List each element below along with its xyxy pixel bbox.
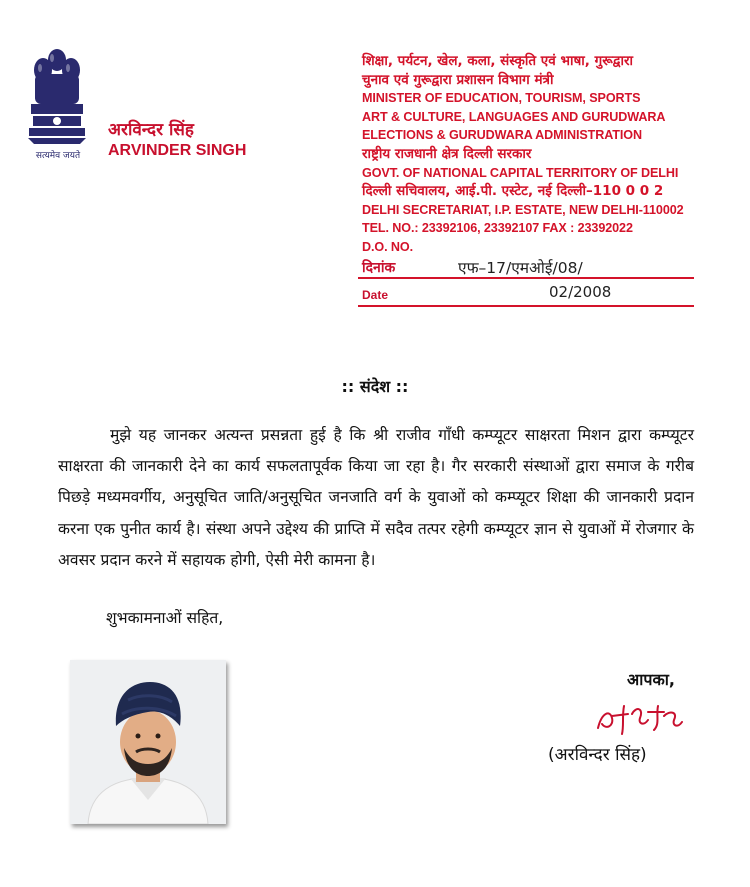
signatory-name: (अरविन्दर सिंह) (548, 745, 647, 765)
letterhead-line: DELHI SECRETARIAT, I.P. ESTATE, NEW DELHI-110002 (362, 202, 684, 217)
message-paragraph: मुझे यह जानकर अत्यन्त प्रसन्नता हुई है कि श्री राजीव गाँधी कम्प्यूटर साक्षरता मिशन द्वारा कम्प्यूटर साक्षरता की जानकारी देने का कार्य सफलतापूर्वक किया जा रहा है। गैर सरकारी संस्थाओं द्वारा समाज के गरीब पिछड़े मध्यमवर्गीय, अनुसूचित जाति/अनुसूचित जनजाति वर्ग के युवाओं को कम्प्यूटर शिक्षा की जानकारी प्रदान करना एक पुनीत कार्य है। संस्था अपने उद्देश्य की प्राप्ति में सदैव तत्पर रहेगी कम्प्यूटर ज्ञान से युवाओं में रोजगार के अवसर प्रदान करने में सहायक होगी, ऐसी मेरी कामना है। (58, 426, 694, 569)
letterhead-line: TEL. NO.: 23392106, 23392107 FAX : 23392022 (362, 221, 633, 236)
date-label: Date (362, 288, 389, 302)
letterhead-block (362, 52, 746, 257)
message-heading: :: संदेश :: (341, 377, 409, 396)
date-value: 02/2008 (549, 283, 612, 301)
signature-icon (594, 702, 684, 736)
letterhead-line: शिक्षा, पर्यटन, खेल, कला, संस्कृति एवं भाषा, गुरूद्वारा (362, 53, 633, 69)
letterhead-line: ELECTIONS & GURUDWARA ADMINISTRATION (362, 128, 642, 143)
letterhead-line: दिल्ली सचिवालय, आई.पी. एस्टेट, नई दिल्ली–110 0 0 2 (362, 183, 664, 200)
national-emblem-icon (22, 40, 92, 160)
message-body (58, 420, 694, 576)
yours-label: आपका, (627, 670, 675, 689)
letterhead-line: ART & CULTURE, LANGUAGES AND GURUDWARA (362, 109, 666, 124)
reference-number: एफ–17/एमओई/08/ (458, 259, 583, 277)
letterhead-line: चुनाव एवं गुरूद्वारा प्रशासन विभाग मंत्री (362, 71, 554, 88)
minister-name-hindi: अरविन्दर सिंह (108, 120, 194, 140)
dinank-label: दिनांक (362, 260, 396, 276)
letterhead-line: राष्ट्रीय राजधानी क्षेत्र दिल्ली सरकार (362, 145, 532, 162)
divider (358, 305, 694, 307)
minister-photo (70, 660, 226, 824)
divider (358, 277, 694, 279)
letterhead-line: MINISTER OF EDUCATION, TOURISM, SPORTS (362, 91, 641, 106)
letterhead-line: GOVT. OF NATIONAL CAPITAL TERRITORY OF DELHI (362, 165, 679, 180)
letterhead-line: D.O. NO. (362, 239, 413, 254)
minister-name-english: ARVINDER SINGH (108, 142, 247, 159)
message-closing: शुभकामनाओं सहित, (106, 609, 224, 627)
emblem-motto: सत्यमेव जयते (35, 151, 81, 161)
